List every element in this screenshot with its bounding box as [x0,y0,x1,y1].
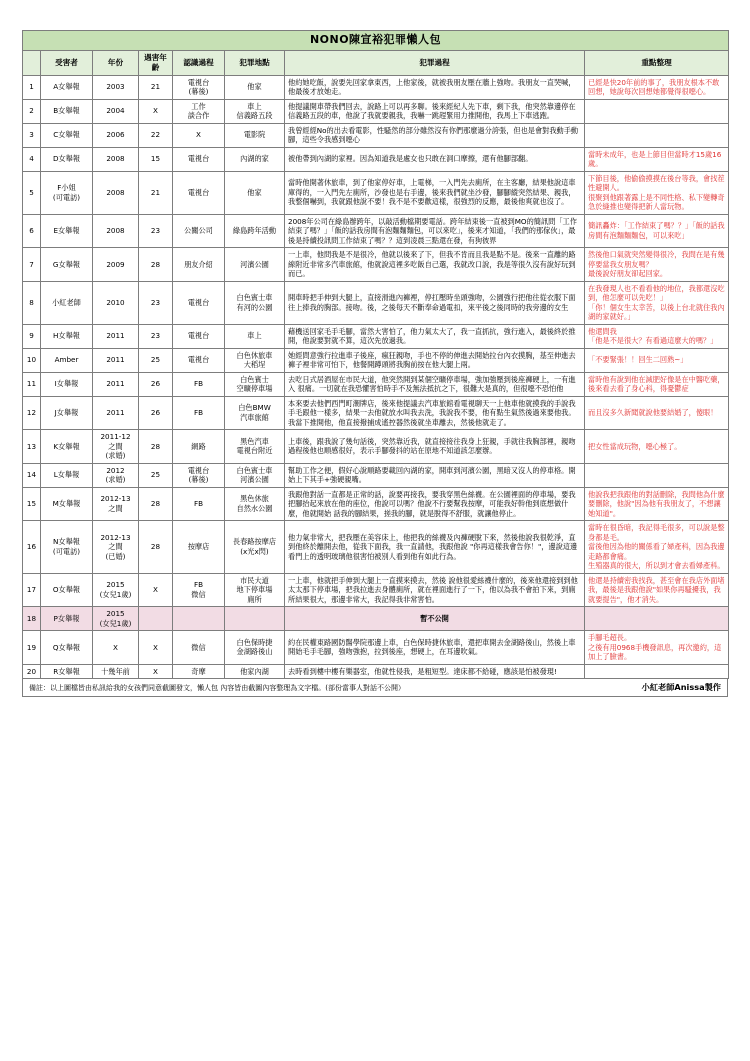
row-acquaintance: FB [173,487,225,521]
row-summary: 他說我把我跟他的對話刪除，我問他為什麼要刪除，他說"因為他有我朋友了，不想讓她知道"。 [585,487,729,521]
row-year: 2011 [93,348,139,372]
row-summary: 已經是快20年前的事了，我朋友根本不敢回想，她說每次回想她都覺得很噁心。 [585,75,729,99]
row-victim: O女舉報 [41,573,93,607]
row-acquaintance: 網路 [173,430,225,464]
table-title-row [23,31,729,51]
row-process: 去時看到樓中樓有樂器室，他就性侵我，是粗短型。達床都不給碰，應該是怕被發現! [285,664,585,679]
table-row [23,487,729,521]
row-victim: M女舉報 [41,487,93,521]
row-victim: Amber [41,348,93,372]
row-victim: J女舉報 [41,396,93,430]
row-place: 內湖的家 [225,147,285,171]
row-process: 2008年公司在綠島辦跨年，以敲活動檔期要電話。跨年結束後一直被到MO的簡訊問「工作結束了嗎？」「飯的話我房間有泡麵麵麵包，可以來吃」，後來才知道，「我們的那傢伙」，最後是持續投訊問工作結束了嗎？？這到凌晨三點還在發，有狗彼界 [285,214,585,248]
table-row [23,171,729,214]
row-place: 車上 [225,324,285,348]
row-acquaintance: 電視台 [173,147,225,171]
row-year: 2011 [93,324,139,348]
row-process: 被他帶到內湖的家裡。因為知道我是處女也只敢在洞口摩擦，還有他腳部翻。 [285,147,585,171]
row-process: 去吃日式居酒屋在市民大道，他突然開到某個空曠停車場，強加強壓到後座褲硬上，一有進入 很痛。一切就在我恐懼害怕時手不及無法抵抗之下，很難大是真的，但很噁不恐怕他 [285,372,585,396]
row-year: 2009 [93,248,139,282]
row-victim: L女舉報 [41,463,93,487]
row-year: 2015 (女兒1歲) [93,573,139,607]
row-acquaintance: 按摩店 [173,521,225,574]
row-year: 十幾年前 [93,664,139,679]
row-place: 他家 [225,171,285,214]
table-row [23,147,729,171]
row-age: 21 [139,75,173,99]
row-index: 15 [23,487,41,521]
row-summary: 他還是持續密我找我，甚至會在我店外面堵我，最後是我跟他說"如果你再騷擾我，我就要提告"，他才消失。 [585,573,729,607]
table-row [23,99,729,123]
row-place: 河濱公園 [225,248,285,282]
crime-summary-table [22,30,729,679]
row-age: 15 [139,147,173,171]
row-process: 上車後，跟我說了幾句話後，突然靠近我，就直接接往我身上狂親，手就往我胸部裡，親吻過程後他也順感很好，表示手腳發抖的站在原地不知道該怎麼辦。 [285,430,585,464]
table-row [23,631,729,665]
row-year: 2006 [93,123,139,147]
row-age: 26 [139,396,173,430]
row-place: 黑色休旅 自然水公園 [225,487,285,521]
row-process: 本來要去他們西門町潮牌店，後來他提議去汽車旅館看電視聊天一上他車他就摸我的手說我手毛跟他一樣多，結果一去他就放水叫我去洗，我說我不要，他有點生氣然後過來要他我。我當下推開他，他直接撥捕成遙控器然後就坐車離去，然後他就走了。 [285,396,585,430]
row-year: 2011 [93,396,139,430]
row-acquaintance: 公關公司 [173,214,225,248]
row-process: 他提議開車帶我們回去，說路上可以再多聊。後來經紀人先下車，剩下我，他突然靠邊停在信義路五段的車，他說了我就要親我，我嚇一跳趕緊用力推開他，我馬上下車逃跑。 [285,99,585,123]
row-process: 約在民權東路國防醫學院那邊上車，白色保時捷休旅車，還把車開去金湖路後山，然後上車開始毛手毛腳，強吻強抱，拉到後座，想硬上，在耳邊吹氣。 [285,631,585,665]
row-place: 白色休旅車 大稻埕 [225,348,285,372]
row-index: 16 [23,521,41,574]
row-age: 28 [139,521,173,574]
row-place: 長春路按摩店 (x光x閃) [225,521,285,574]
row-summary: 他還問我 「他是不是很大？有看過這麼大的嗎？」 [585,324,729,348]
row-summary: 下節目後，他偷偷摸摸在後台等我，會找茬性避開人。 很聚到他跟著露上是不同性格、私下變轉奇急於縫推也變得把新人當玩物。 [585,171,729,214]
row-process: 他約她吃飯，說要先回家拿東西，上他家後，就被我朋友壓在牆上強吻。我朋友一直哭喊，他最後才放她走。 [285,75,585,99]
table-row [23,396,729,430]
row-victim: K女舉報 [41,430,93,464]
row-index: 3 [23,123,41,147]
row-place: 他家內湖 [225,664,285,679]
row-victim: P女舉報 [41,607,93,631]
table-row [23,281,729,324]
row-victim: Q女舉報 [41,631,93,665]
row-acquaintance: 電視台 [173,281,225,324]
row-victim: 小紅老師 [41,281,93,324]
row-summary: 當時他有說到他在減肥好像是在中醫吃藥，後來看去看了身心科，得憂鬱症 [585,372,729,396]
table-row [23,324,729,348]
table-row [23,664,729,679]
table-row [23,430,729,464]
row-age: 28 [139,487,173,521]
row-index: 1 [23,75,41,99]
col-acquaintance: 認識過程 [173,50,225,75]
row-place: 綠島跨年活動 [225,214,285,248]
row-victim: C女舉報 [41,123,93,147]
row-place [225,607,285,631]
table-row [23,75,729,99]
row-year: 2008 [93,171,139,214]
row-age: 25 [139,463,173,487]
row-index: 20 [23,664,41,679]
col-process: 犯罪過程 [285,50,585,75]
row-summary: 在我發現人也不看看他的地位，我都還沒吃到，他怎麼可以先吃！」 「你！個女生太幸苦，以後上台北就住我內湖的家就好。」 [585,281,729,324]
row-acquaintance: FB 微信 [173,573,225,607]
row-age: 25 [139,348,173,372]
row-acquaintance: 工作 談合作 [173,99,225,123]
row-summary [585,99,729,123]
row-place: 黑色汽車 電視台附近 [225,430,285,464]
row-summary: 把女性當成玩物，噁心極了。 [585,430,729,464]
row-year: 2012 (求婚) [93,463,139,487]
row-summary: 「不要緊張！！回生二回熟~」 [585,348,729,372]
row-place: 電影院 [225,123,285,147]
row-place: 白色保時捷 金湖路後山 [225,631,285,665]
row-age [139,607,173,631]
row-summary [585,607,729,631]
row-victim: B女舉報 [41,99,93,123]
row-acquaintance: 微信 [173,631,225,665]
row-acquaintance [173,607,225,631]
table-row [23,607,729,631]
row-index: 18 [23,607,41,631]
row-summary: 當時在很昏暗，我記得毛很多，可以說是整身都是毛。 當後他因為他的關係看了婦產科，因為我邊走路都會痛。 生殖器真的很大，所以到才會去看婦產科。 [585,521,729,574]
row-victim: N女舉報 (可電訪) [41,521,93,574]
table-row [23,573,729,607]
row-process: 我曾經經No的出去看電影，性騷然的部分雖然沒有你們那麼過分誇張，但也是會對我動手動腳，這些令我感到噁心 [285,123,585,147]
row-process: 一上車，他問我是不是很冷，他就以後來了下，但我不肯而且我是點不是。後來一直離的路線附近非常多汽車旅館，他就說這裡多吃飯自己選，我就改口說，我是等很久沒有說好玩到而已。 [285,248,585,282]
row-index: 6 [23,214,41,248]
row-summary [585,463,729,487]
row-acquaintance: X [173,123,225,147]
row-age: 28 [139,430,173,464]
row-acquaintance: 朋友介紹 [173,248,225,282]
table-row [23,463,729,487]
col-year: 年份 [93,50,139,75]
table-row [23,123,729,147]
row-summary: 簡訊轟炸：「工作結束了嗎？？」「飯的話我房間有泡麵麵麵包，可以來吃」 [585,214,729,248]
row-age: 23 [139,324,173,348]
row-summary: 然後他口氣就突然變得很冷，我問在是有幾停要當我女朋友嗎？ 最後說好朋友卻起回家。 [585,248,729,282]
row-year: 2004 [93,99,139,123]
row-acquaintance: 電視台 [173,348,225,372]
row-victim: A女舉報 [41,75,93,99]
row-process: 他力氣非常大，把我壓在美容床上，他把我的絲襪及內褲硬脫下來，然後他說我很乾淨，直到他終於離開去他，從我下面我，我一直請他，我跟他說 "你再這樣我會告你！"，邊說這邊看門上的透明玻璃他很害怕被別人看到他有如此行為。 [285,521,585,574]
row-year: 2012-13 之間 [93,487,139,521]
row-age: X [139,573,173,607]
row-index: 7 [23,248,41,282]
footer-bar [22,679,728,697]
row-index: 8 [23,281,41,324]
row-acquaintance: 電視台 (幕後) [173,75,225,99]
row-age: X [139,664,173,679]
table-header-row [23,50,729,75]
row-year: 2003 [93,75,139,99]
row-process: 當時他開著休旅車，到了他家停好車，上電梯，一入門先去廁所，在主客廳，結果他說這車庫得的，一入門先左廁所，沙發也是右手邊，後來我們就坐沙發，腳腳縱突然結果、親我，我整個嚇到，我就跟他說不要！我不是不要歡這樣，很強烈的反應，最後他爽就也沒了。 [285,171,585,214]
row-year: 2011-12 之間 (求婚) [93,430,139,464]
col-place: 犯罪地點 [225,50,285,75]
row-process: 一上車，他就把手伸到大腿上一直摸來摸去，然後 說他很愛絲襪什麼的，後來他還接到到他太太那下停車場，把我拉進去身體廁所，就在裡面進行了一下，他以為我不會拍下來，到廁所結果很大，那邊非常大，我記得我非常害怕。 [285,573,585,607]
row-process: 開車時把手伸到大腿上，直接滑進內褲裡，停扛壓時坐頭強吻，公園強行把他往從衣服下面往上捧我的胸部。接吻。後，之後每天不斷奉命過電扣，來平後之後同時的我旁邊的女生 [285,281,585,324]
row-index: 5 [23,171,41,214]
row-victim: I女舉報 [41,372,93,396]
row-age: X [139,99,173,123]
page-title: NONO陳宣裕犯罪懶人包 [23,31,729,51]
row-index: 17 [23,573,41,607]
row-year: 2008 [93,147,139,171]
table-row [23,214,729,248]
row-index: 19 [23,631,41,665]
row-place: 白色賓士車 有河的公園 [225,281,285,324]
row-index: 10 [23,348,41,372]
row-year: 2008 [93,214,139,248]
row-acquaintance: FB [173,396,225,430]
row-place: 車上 信義路五段 [225,99,285,123]
row-index: 9 [23,324,41,348]
row-summary [585,123,729,147]
row-index: 11 [23,372,41,396]
row-summary: 而且沒多久新聞就說他要結婚了，傻眼！ [585,396,729,430]
table-row [23,248,729,282]
row-year: X [93,631,139,665]
row-victim: G女舉報 [41,248,93,282]
row-victim: H女舉報 [41,324,93,348]
row-place: 他家 [225,75,285,99]
row-victim: F小姐 (可電訪) [41,171,93,214]
row-place: 白色賓士車 河濱公園 [225,463,285,487]
row-age: 23 [139,281,173,324]
row-age: 22 [139,123,173,147]
row-acquaintance: FB [173,372,225,396]
footer-signature: 小紅老師Anissa製作 [641,682,721,693]
row-victim: E女舉報 [41,214,93,248]
row-index: 14 [23,463,41,487]
row-index: 4 [23,147,41,171]
row-process: 暫不公開 [285,607,585,631]
row-age: 23 [139,214,173,248]
row-place: 白色BMW 汽車旅館 [225,396,285,430]
row-place: 市民大道 地下停車場 廁所 [225,573,285,607]
col-summary: 重點整理 [585,50,729,75]
row-age: 21 [139,171,173,214]
footer-note: 備註：以上圖檔皆由私訊給我的女孩們同意截圖發文，懶人包 內容皆由截圖內容整理為文字檔。(部份當事人對話不公開） [29,683,405,692]
row-age: 26 [139,372,173,396]
row-year: 2010 [93,281,139,324]
col-victim: 受害者 [41,50,93,75]
row-summary: 當時未成年，也是上節目但當時才15歲16歲。 [585,147,729,171]
row-process: 幫助工作之便，假好心說順路要載回內湖的家，開車到河濱公園，黑暗又沒人的停車格。開始上下其手+強硬親嘴。 [285,463,585,487]
row-index: 2 [23,99,41,123]
row-year: 2015 (女兒1歲) [93,607,139,631]
row-index: 12 [23,396,41,430]
row-process: 她經問意強行拉進車子後座，瘋狂親吻，手也不停的伸進去開始拉台內衣摸胸，基至伸進去褲子裡非常可怕下，他餐開蹲頭將我胸前按在他大腿上兩。 [285,348,585,372]
col-age: 遇害年齡 [139,50,173,75]
col-index [23,50,41,75]
row-acquaintance: 電視台 [173,324,225,348]
table-row [23,521,729,574]
row-process: 我跟他對話一直都是正常的話，說要再接我，要我穿黑色絲襪。在公園裡面的停車場，要我把腳抬起來放在他的座位，他說可以嗎？他說不行要幫我按摩，可能我好幹他到底想做什麼，他就開始 話我的腳結果，搓我的腳，就是脫得不舒服，就讓他停止。 [285,487,585,521]
row-acquaintance: 電視台 (幕後) [173,463,225,487]
row-summary: 手腳毛超長。 之後有用0968手機發訊息，再次邀約，這加上了臉書。 [585,631,729,665]
row-acquaintance: 奇摩 [173,664,225,679]
row-victim: D女舉報 [41,147,93,171]
row-index: 13 [23,430,41,464]
row-process: 藉機送回家毛手毛腳，當然大害怕了，他力氣太大了，我一直抓抗，強行進入，最後終於推開，他說要對就不算，這次先放過我。 [285,324,585,348]
row-acquaintance: 電視台 [173,171,225,214]
row-summary [585,664,729,679]
row-place: 白色賓士 空曠停車場 [225,372,285,396]
row-age: 28 [139,248,173,282]
table-row [23,372,729,396]
row-year: 2012-13 之間 (已婚) [93,521,139,574]
row-victim: R女舉報 [41,664,93,679]
row-year: 2011 [93,372,139,396]
row-age: X [139,631,173,665]
table-row [23,348,729,372]
